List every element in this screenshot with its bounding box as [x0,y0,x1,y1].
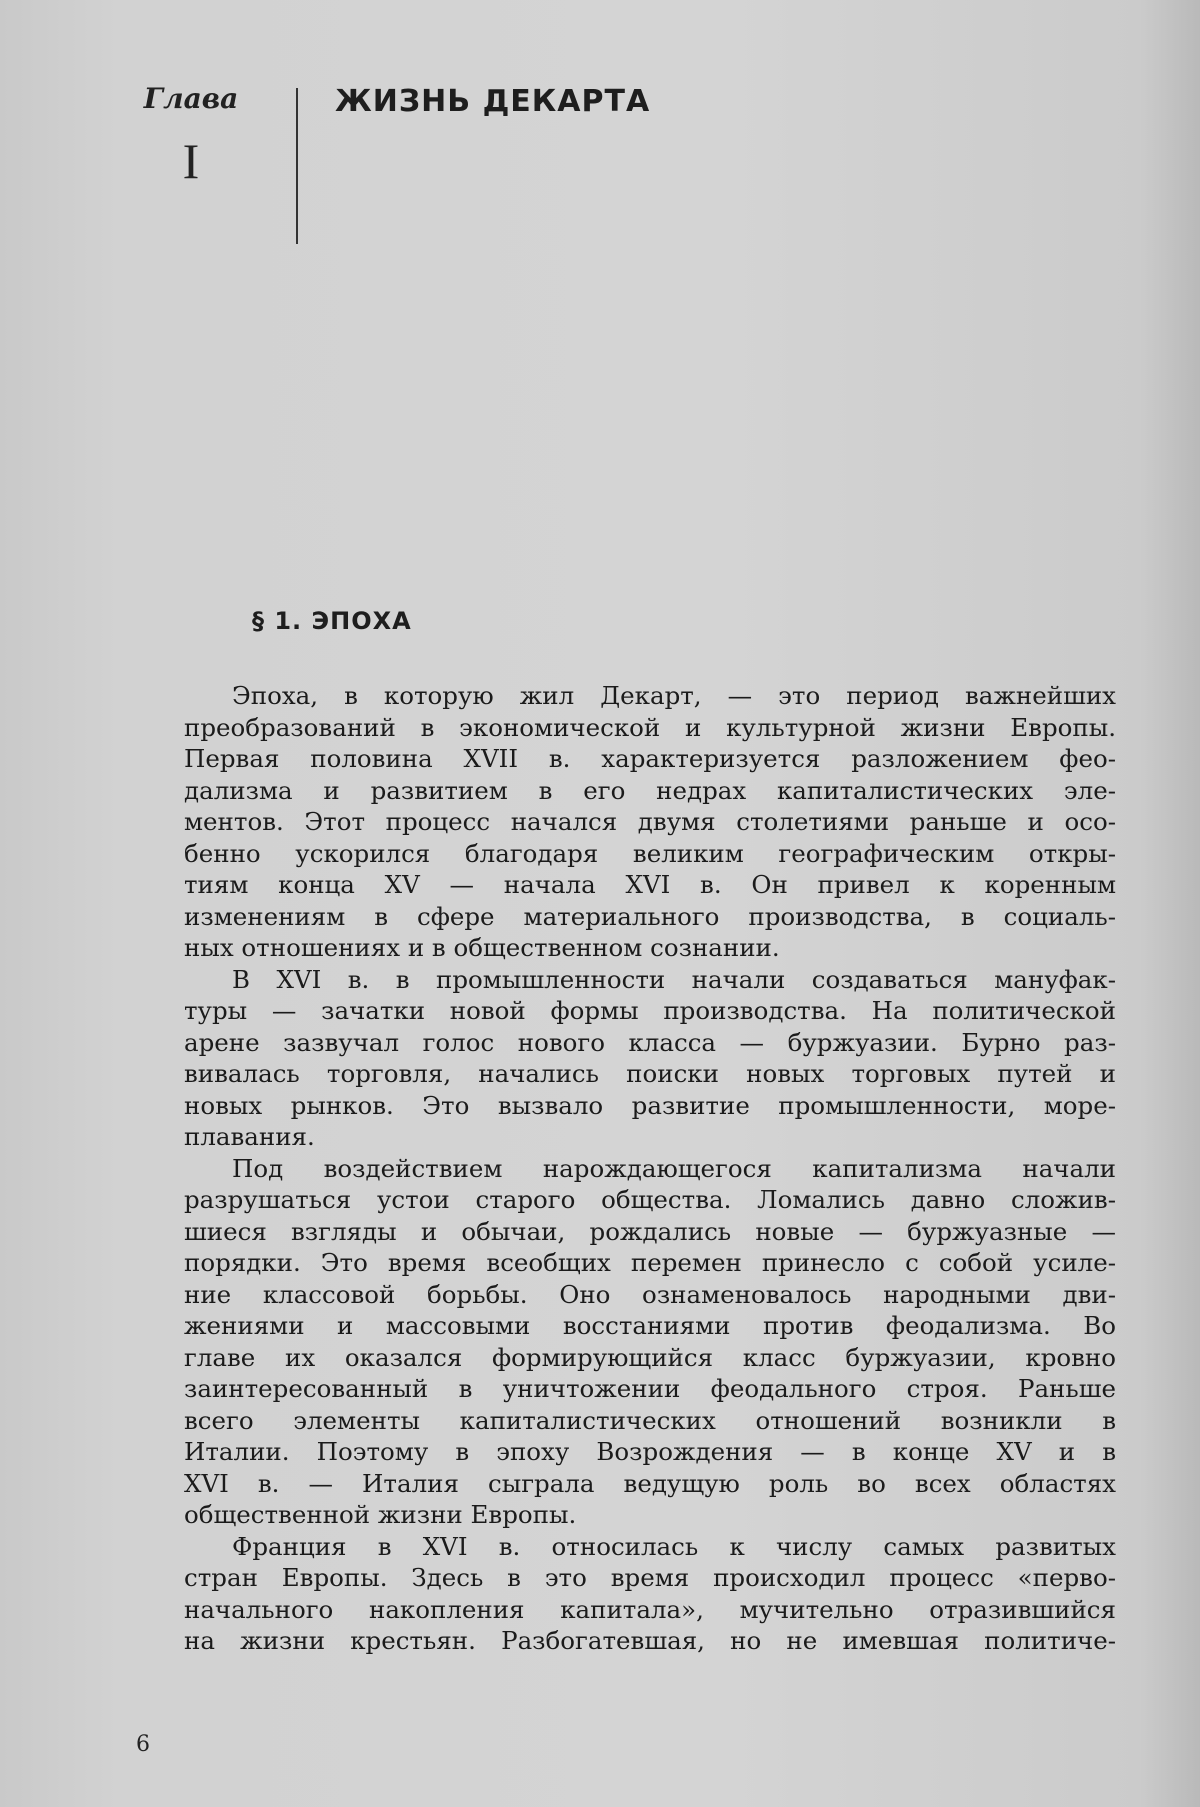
text-line: разрушаться устои старого общества. Ломались давно сложив- [184,1185,1116,1214]
text-line: общественной жизни Европы. [184,1500,577,1529]
text-line: порядки. Это время всеобщих перемен принесло с собой усиле- [184,1248,1116,1277]
text-line: ных отношениях и в общественном сознании. [184,933,780,962]
text-line: В XVI в. в промышленности начали создаваться мануфак- [232,964,1116,994]
text-line: заинтересованный в уничтожении феодального строя. Раньше [184,1374,1116,1403]
text-line: тиям конца XV — начала XVI в. Он привел к коренным [184,870,1116,899]
text-line: ние классовой борьбы. Оно ознаменовалось народными дви- [184,1279,1116,1309]
text-line: дализма и развитием в его недрах капиталистических эле- [184,775,1116,805]
text-line: Эпоха, в которую жил Декарт, — это период важнейших [232,681,1116,710]
text-line: главе их оказался формирующийся класс буржуазии, кровно [184,1342,1116,1372]
section-title: § 1. ЭПОХА [252,607,412,635]
text-line: бенно ускорился благодаря великим географическим откры- [184,838,1116,868]
text-line: новых рынков. Это вызвало развитие промышленности, море- [184,1090,1116,1120]
chapter-label: Глава [143,82,239,115]
text-line: Франция в XVI в. относилась к числу самых развитых [232,1531,1116,1561]
text-line: Под воздействием нарождающегося капитализма начали [232,1153,1116,1183]
text-line: туры — зачатки новой формы производства. На политической [184,996,1116,1025]
paragraph-1 [136,680,1116,964]
text-line: арене зазвучал голос нового класса — буржуазии. Бурно раз- [184,1027,1116,1057]
paragraph-4 [136,1531,1116,1657]
text-line: преобразований в экономической и культурной жизни Европы. [184,712,1116,742]
body-text [136,680,1116,1657]
paragraph-3 [136,1153,1116,1531]
text-line: изменениям в сфере материального производства, в социаль- [184,901,1116,931]
text-line: шиеся взгляды и обычаи, рождались новые — буржуазные — [184,1216,1116,1246]
chapter-divider-rule [296,88,298,244]
page-number: 6 [136,1732,150,1757]
text-line: вивалась торговля, начались поиски новых торговых путей и [184,1059,1116,1088]
text-line: Первая половина XVII в. характеризуется разложением фео- [184,744,1116,773]
text-line: начального накопления капитала», мучительно отразившийся [184,1594,1116,1624]
text-line: всего элементы капиталистических отношений возникли в [184,1405,1116,1435]
text-line: стран Европы. Здесь в это время происходил процесс «перво- [184,1563,1116,1592]
text-line: Италии. Поэтому в эпоху Возрождения — в конце XV и в [184,1437,1116,1466]
chapter-numeral: I [182,133,200,189]
text-line: на жизни крестьян. Разбогатевшая, но не имевшая политиче- [184,1626,1116,1655]
paragraph-2 [136,964,1116,1153]
text-line: XVI в. — Италия сыграла ведущую роль во всех областях [184,1468,1116,1498]
chapter-title: ЖИЗНЬ ДЕКАРТА [335,84,651,119]
text-line: плавания. [184,1122,315,1151]
text-line: жениями и массовыми восстаниями против феодализма. Во [184,1311,1116,1340]
text-line: ментов. Этот процесс начался двумя столетиями раньше и осо- [184,807,1116,836]
